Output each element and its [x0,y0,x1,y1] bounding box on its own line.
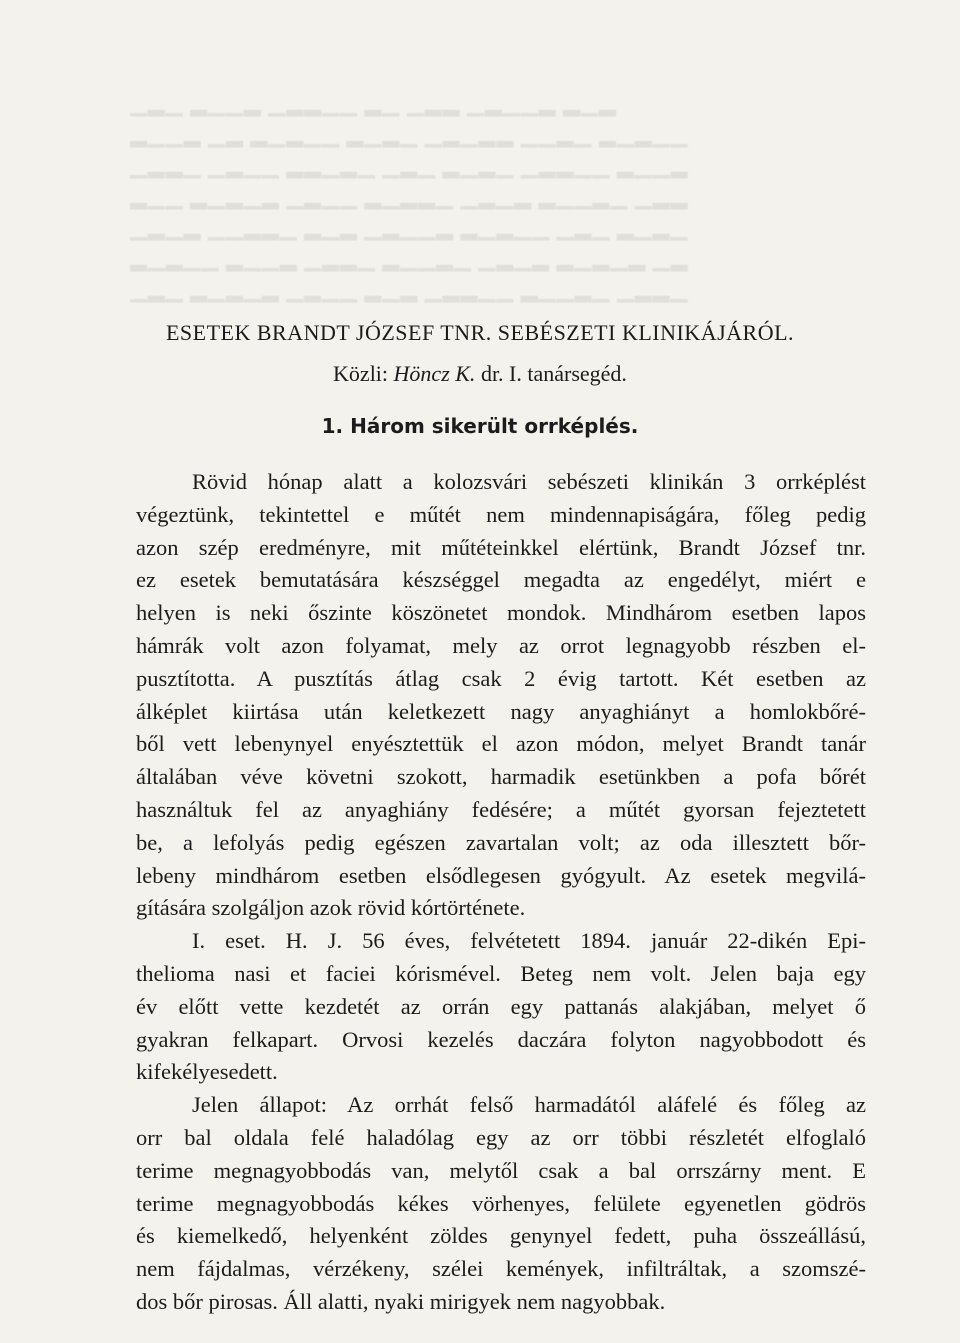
text-line: év előtt vette kezdetét az orrán egy pattanás alakjában, melyet ő [136,993,866,1019]
author-line [0,361,960,387]
text-line: ből vett lebenynyel enyésztettük el azon módon, melyet Brandt tanár [136,731,866,757]
text-line: általában véve követni szokott, harmadik esetünkben a pofa bőrét [136,764,866,790]
author-prefix: Közli: [333,361,389,386]
text-line: kifekélyesedett. [136,1059,278,1085]
text-line: ez esetek bemutatására készséggel megadta az engedélyt, miért e [136,567,866,593]
text-line: azon szép eredményre, mit műtéteinkkel elértünk, Brandt József tnr. [136,534,866,560]
text-line: pusztította. A pusztítás átlag csak 2 évig tartott. Két esetben az [136,665,866,691]
bleed-through-texture: ▁▂▁ ▂▁▁▂ ▁▂▂▁▁ ▂▁ ▁▂▂ ▁▂▁▁▂ ▂▁▂ ▂▁▁▂ ▁▂ ▂▁▂▁▁ ▂▁▂▁ ▁▂▁▂▂ ▁▁▂▁ ▂▁▂▁▁ ▁▂▂▁ ▁▂▁▁ ▂▂▁▂▁ ▁▂▁ ▂▁▂▁ ▁▂▂▁▁ ▂▁▁▂ ▂▁▁ ▂▁▂▁▂ ▁▂▁▁ ▂▁▂▂▁ ▁▂▁▂ ▂▁▁▂▁ ▁▂▂ ▁▂▁▂ ▁▁▂▂▁ ▂▁▂ ▁▂▁▁▂ ▂▁▂▁▁ ▁▂▁ ▂▁▂▁ ▂▁▂▁▁ ▂▁▁▂ ▁▂▂▁ ▂▁▁▂▁ ▁▂▁▂ ▂▁▂▁▂ ▁▂ ▁▂▁ ▂▁▂▁▂ ▁▂▁▁ ▂▁▂ ▁▂▂▁▁ ▂▁▁▂▁ ▁▂▂▁ [130,91,689,302]
text-line: és kiemelkedő, helyenként zöldes genynyel fedett, puha összeállású, [136,1223,866,1249]
text-line: végeztünk, tekintettel e műtét nem mindennapiságára, főleg pedig [136,501,866,527]
text-line: hámrák volt azon folyamat, mely az orrot legnagyobb részben el- [136,632,866,658]
author-name: Höncz K. [393,361,476,386]
text-line: helyen is neki őszinte köszönetet mondok. Mindhárom esetben lapos [136,600,866,626]
author-suffix: dr. I. tanársegéd. [480,361,627,386]
text-line: terime megnagyobbodás kékes vörhenyes, felülete egyenetlen gödrös [136,1190,866,1216]
text-line: thelioma nasi et faciei kórismével. Beteg nem volt. Jelen baja egy [136,960,866,986]
text-line: orr bal oldala felé haladólag egy az orr többi részletét elfoglaló [136,1124,866,1150]
body-text [136,466,866,1319]
article-title: ESETEK BRANDT JÓZSEF TNR. SEBÉSZETI KLINIKÁJÁRÓL. [165,320,795,345]
text-line: I. eset. H. J. 56 éves, felvétetett 1894. január 22-dikén Epi- [192,928,866,954]
text-line: Rövid hónap alatt a kolozsvári sebészeti klinikán 3 orrképlést [192,469,866,494]
text-line: álképlet kiirtása után keletkezett nagy anyaghiányt a homlokbőré- [136,698,866,724]
text-line: használtuk fel az anyaghiány fedésére; a műtét gyorsan fejeztetett [136,796,866,822]
text-line: gyakran felkapart. Orvosi kezelés daczára folyton nagyobbodott és [136,1026,866,1052]
text-line: lebeny mindhárom esetben elsődlegesen gyógyult. Az esetek megvilá- [136,862,866,888]
text-line: be, a lefolyás pedig egészen zavartalan volt; az oda illesztett bőr- [136,829,866,855]
text-line: dos bőr pirosas. Áll alatti, nyaki mirigyek nem nagyobbak. [136,1288,666,1314]
section-heading: 1. Három sikerült orrképlés. [321,414,639,438]
text-line: terime megnagyobbodás van, melytől csak a bal orrszárny ment. E [136,1157,866,1183]
text-line: Jelen állapot: Az orrhát felső harmadától aláfelé és főleg az [192,1092,866,1118]
text-line: gítására szolgáljon azok rövid kórtörténete. [136,895,526,921]
text-line: nem fájdalmas, vérzékeny, szélei kemények, infiltráltak, a szomszé- [136,1256,866,1282]
